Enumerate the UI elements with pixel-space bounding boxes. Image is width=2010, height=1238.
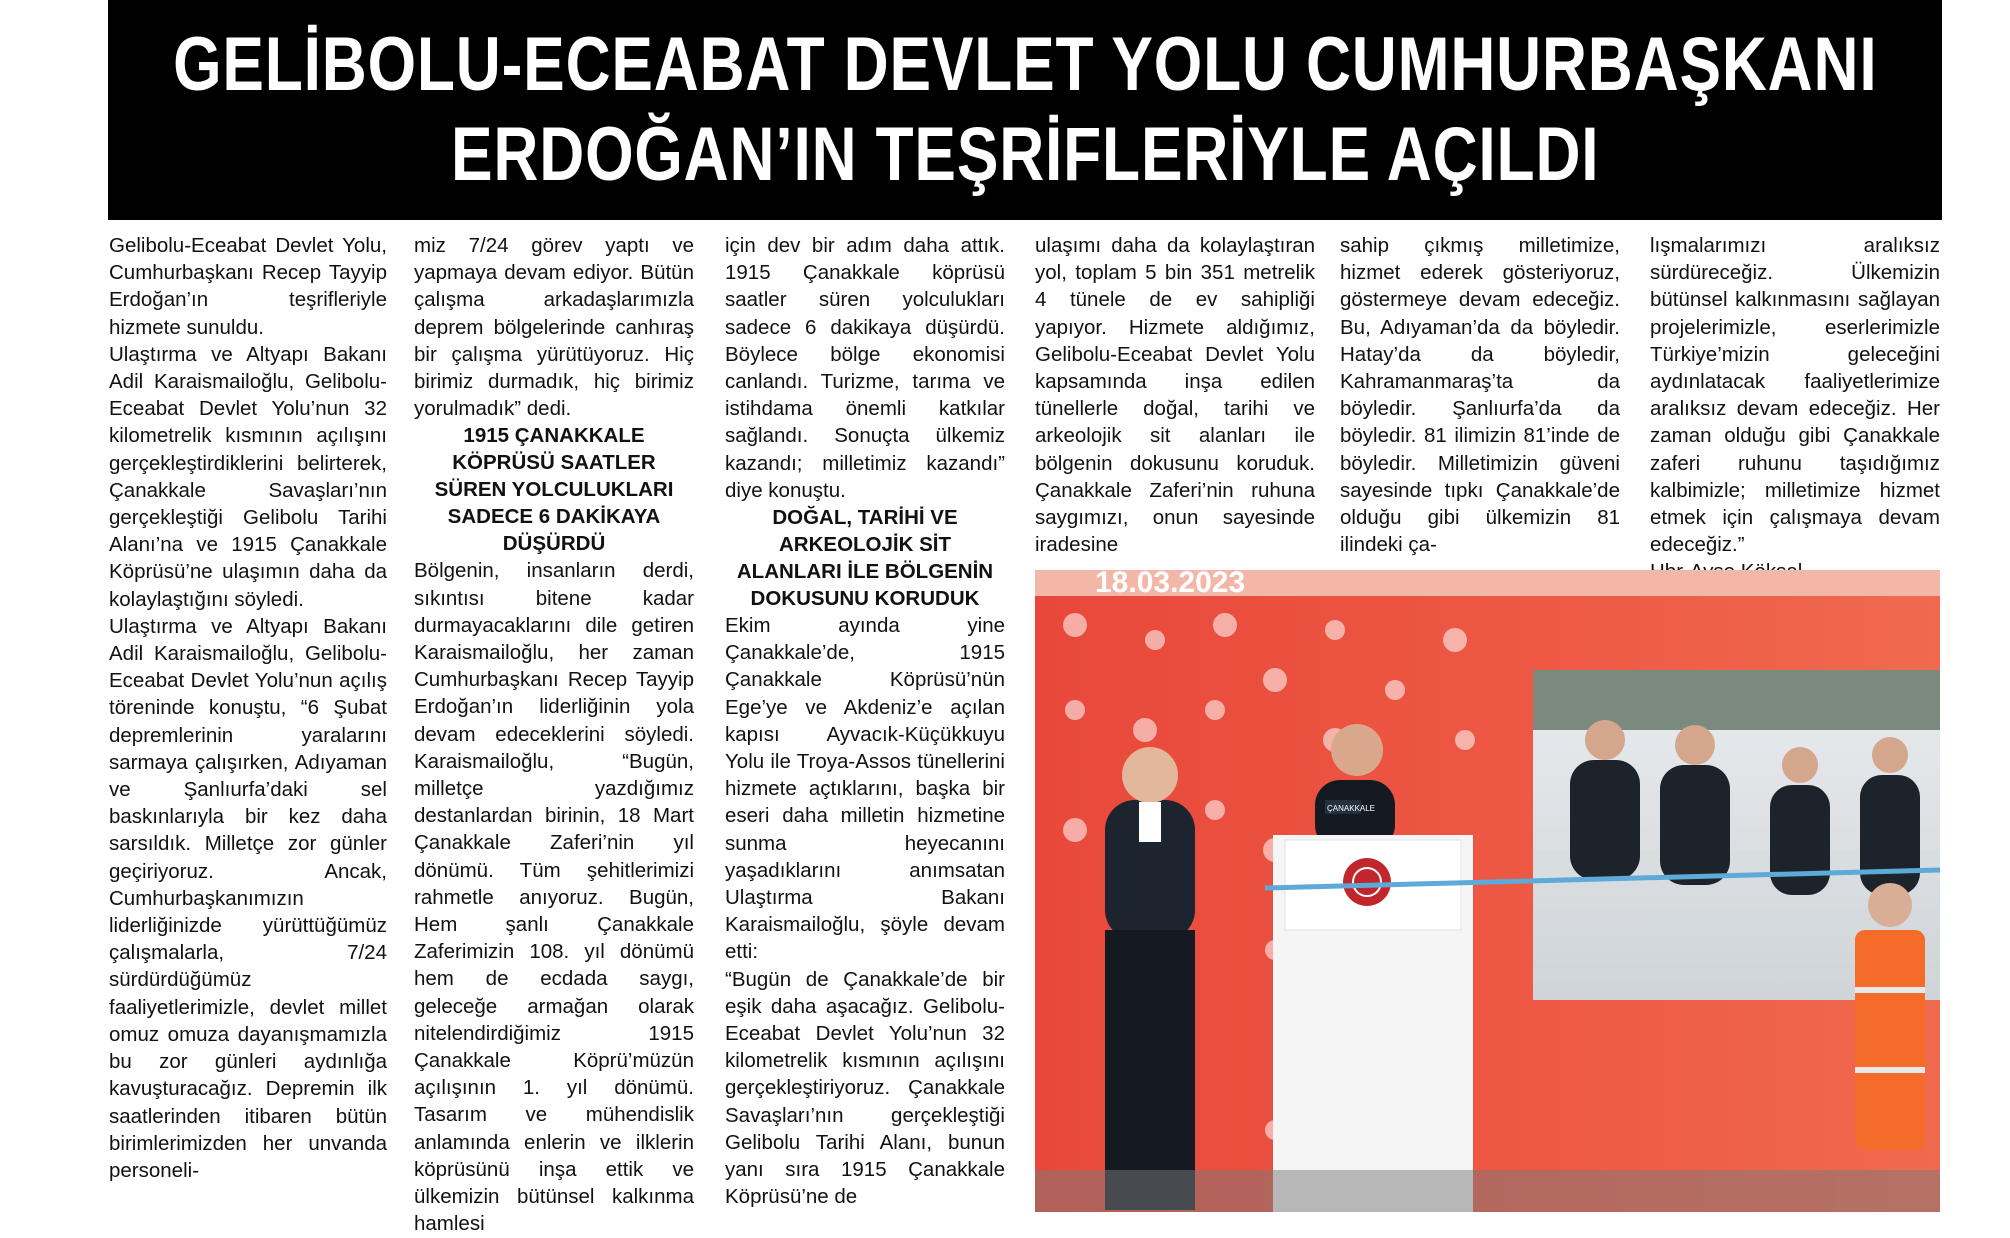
- subheading: 1915 ÇANAKKALE KÖPRÜSÜ SAATLER SÜREN YOLCULUKLARI SADECE 6 DAKİKAYA DÜŞÜRDÜ: [434, 424, 674, 556]
- headline-line-2: ERDOĞAN’IN TEŞRİFLERİYLE AÇILDI: [450, 112, 1600, 197]
- headline-banner: [108, 0, 1942, 220]
- article-column-3: [725, 232, 1005, 1211]
- news-photo: [1035, 570, 1940, 1212]
- article-column-6: [1650, 232, 1940, 586]
- article-column-2: [414, 232, 694, 1238]
- paragraph: sahip çıkmış milletimize, hizmet ederek gösteriyoruz, göstermeye devam edeceğiz. Bu, Adıyaman’da da böyledir. Hatay’da da böyledir, Kahramanmaraş’ta da böyledir. Şanlıurfa’da da böyledir. 81 ilimizin 81’inde de böyledir. Milletimizin güveni sayesinde tıpkı Çanakkale’de olduğu gibi ülkemizin 81 ilindeki ça-: [1340, 234, 1620, 557]
- paragraph: ulaşımı daha da kolaylaştıran yol, toplam 5 bin 351 metrelik 4 tünele de ev sahipliği yapıyor. Hizmete aldığımız, Gelibolu-Eceabat Devlet Yolu kapsamında inşa edilen tünellerle doğal, tarihi ve arkeolojik sit alanları ile bölgenin dokusunu koruduk. Çanakkale Zaferi’nin ruhuna saygımızı, onun sayesinde iradesine: [1035, 234, 1315, 557]
- paragraph: Bölgenin, insanların derdi, sıkıntısı bitene kadar durmayacaklarını dile getiren Karaismailoğlu, her zaman Cumhurbaşkanı Recep Tayyip Erdoğan’ın liderliğinin yola devam edeceklerini söyledi. Karaismailoğlu, “Bugün, milletçe yazdığımız destanlardan birinin, 18 Mart Çanakkale Zaferi’nin yıl dönümü. Tüm şehitlerimizi rahmetle anıyoruz. Bugün, Hem şanlı Çanakkale Zaferimizin 108. yıl dönümü hem de ecdada saygı, geleceğe armağan olarak nitelendirdiğimiz 1915 Çanakkale Köprü’müzün açılışının 1. yıl dönümü. Tasarım ve mühendislik anlamında enlerin ve ilklerin köprüsünü inşa ettik ve ülkemizin bütünsel kalkınma hamlesi: [414, 559, 694, 1236]
- ceremony-photo-illustration: [1035, 570, 1940, 1212]
- paragraph: Ulaştırma ve Altyapı Bakanı Adil Karaismailoğlu, Gelibolu-Eceabat Devlet Yolu’nun açılış töreninde konuştu, “6 Şubat depremlerinin yaralarını sarmaya çalışırken, Adıyaman ve Şanlıurfa’daki sel baskınlarıyla bir kez daha sarsıldık. Milletçe zor günler geçiriyoruz. Ancak, Cumhurbaşkanımızın liderliğinizde yürüttüğümüz çalışmalarla, 7/24 sürdürdüğümüz faaliyetlerimizle, devlet millet omuz omuza dayanışmamızla bu zor günleri aydınlığa kavuşturacağız. Depremin ilk saatlerinden itibaren bütün birimlerimizden her unvanda personeli-: [109, 614, 387, 1182]
- article-column-5: [1340, 232, 1620, 558]
- paragraph: miz 7/24 görev yaptı ve yapmaya devam ediyor. Bütün çalışma arkadaşlarımızla deprem bölgelerinde canhıraş bir çalışma yürütüyoruz. Hiç birimiz durmadık, hiç birimiz yorulmadık” dedi.: [414, 234, 694, 421]
- subheading: DOĞAL, TARİHİ VE ARKEOLOJİK SİT ALANLARI İLE BÖLGENİN DOKUSUNU KORUDUK: [736, 506, 994, 611]
- paragraph: “Bugün de Çanakkale’de bir eşik daha aşacağız. Gelibolu-Eceabat Devlet Yolu’nun 32 kilometrelik kısmının açılışını gerçekleştiriyoruz. Çanakkale Savaşları’nın gerçekleştiği Gelibolu Tarihi Alanı, bunun yanı sıra 1915 Çanakkale Köprüsü’ne de: [725, 967, 1005, 1209]
- banner-date: 18.03.2023: [1095, 570, 1246, 599]
- podium-sign: ÇANAKKALE: [1327, 804, 1376, 813]
- article-column-4: [1035, 232, 1315, 558]
- paragraph: Ekim ayında yine Çanakkale’de, 1915 Çanakkale Köprüsü’nün Ege’ye ve Akdeniz’e açılan kapısı Ayvacık-Küçükkuyu Yolu ile Troya-Assos tünellerini hizmete açtıklarını, başka bir eseri daha milletin hizmetine sunma heyecanını yaşadıklarını anımsatan Ulaştırma Bakanı Karaismailoğlu, şöyle devam etti:: [725, 614, 1005, 964]
- paragraph: için dev bir adım daha attık. 1915 Çanakkale köprüsü saatler süren yolculukları sadece 6 dakikaya düşürdü. Böylece bölge ekonomisi canlandı. Turizme, tarıma ve istihdama önemli katkılar sağlandı. Sonuçta ülkemiz kazandı; milletimiz kazandı” diye konuştu.: [725, 234, 1005, 502]
- paragraph: Gelibolu-Eceabat Devlet Yolu, Cumhurbaşkanı Recep Tayyip Erdoğan’ın teşrifleriyle hizmete sunuldu.: [109, 234, 387, 339]
- article-column-1: [109, 232, 387, 1184]
- headline-line-1: GELİBOLU-ECEABAT DEVLET YOLU CUMHURBAŞKANI: [172, 22, 1878, 107]
- paragraph: lışmalarımızı aralıksız sürdüreceğiz. Ülkemizin bütünsel kalkınmasını sağlayan projelerimizle, eserlerimizle Türkiye’mizin geleceğini aydınlatacak faaliyetlerimize aralıksız devam edeceğiz. Her zaman olduğu gibi Çanakkale zaferi ruhunu taşıdığımız kalbimizle; milletimize hizmet etmek için çalışmaya devam edeceğiz.”: [1650, 234, 1940, 557]
- paragraph: Ulaştırma ve Altyapı Bakanı Adil Karaismailoğlu, Gelibolu-Eceabat Devlet Yolu’nun 32 kilometrelik kısmının açılışını gerçekleştirdiklerini belirterek, Çanakkale Savaşları’nın gerçekleştiği Gelibolu Tarihi Alanı’na ve 1915 Çanakkale Köprüsü’ne ulaşımın daha da kolaylaştığını söyledi.: [109, 342, 387, 611]
